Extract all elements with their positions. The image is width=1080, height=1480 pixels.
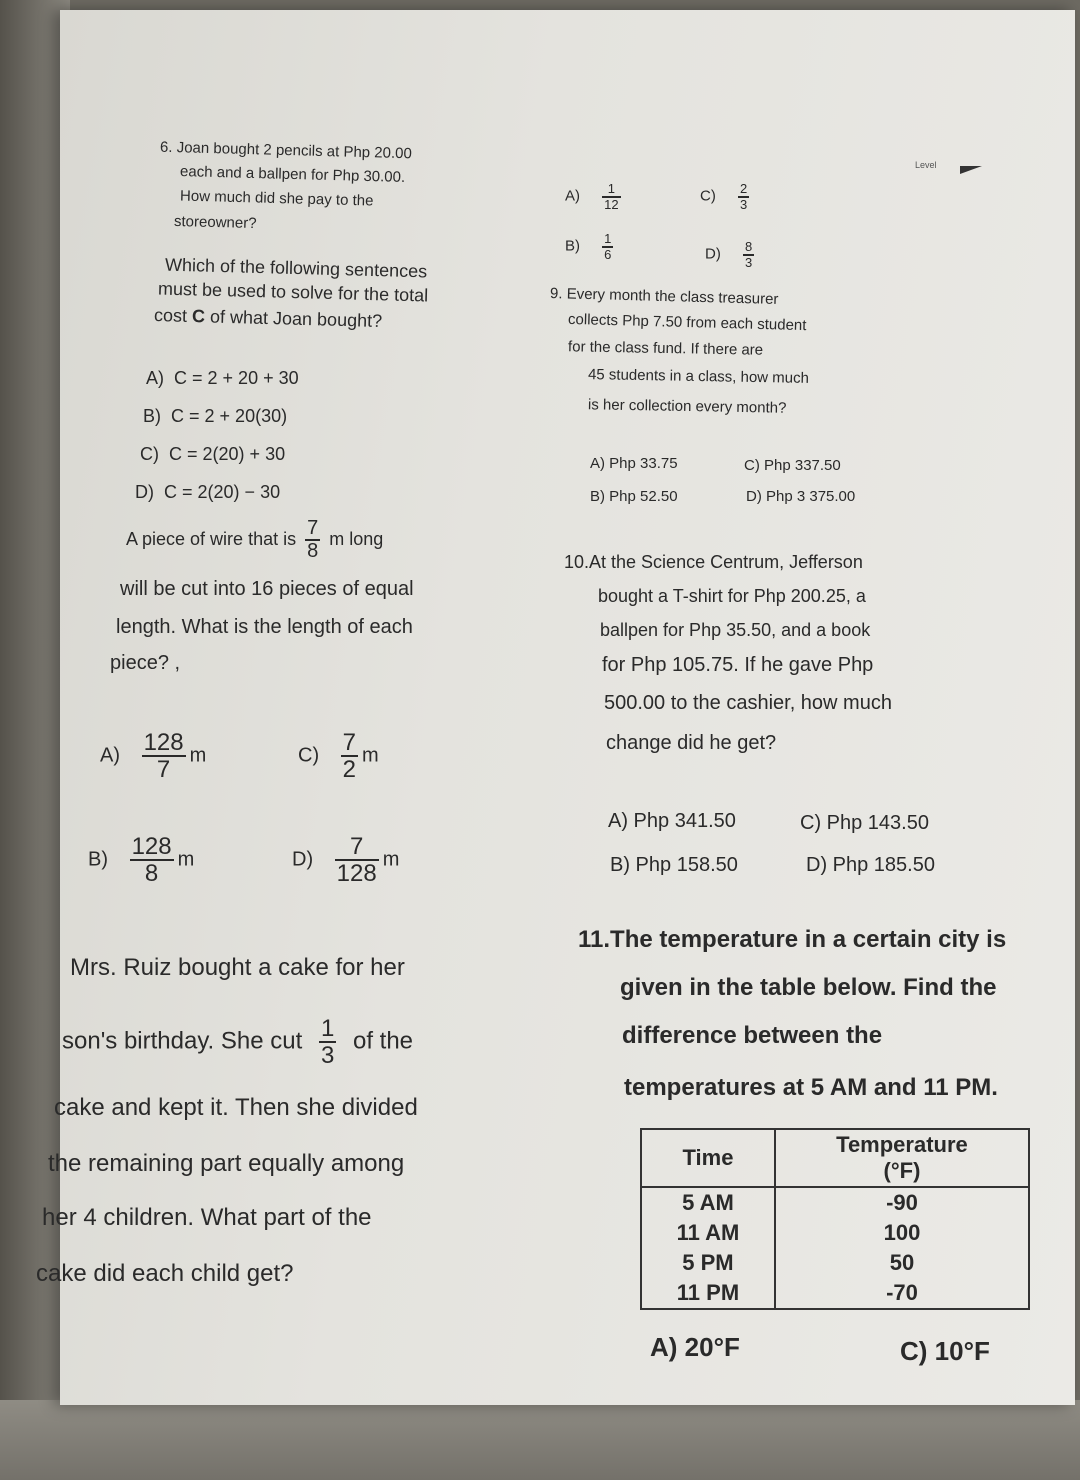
q6-line3: How much did she pay to the	[179, 187, 374, 210]
q11-option-a: A) 20°F	[650, 1332, 740, 1362]
table-header-row	[641, 1129, 1029, 1187]
time-cell: 11 AM	[641, 1218, 775, 1248]
q10-option-d: D) Php 185.50	[806, 854, 935, 876]
table-row	[641, 1278, 1029, 1309]
q9-line1: 9. Every month the class treasurer	[549, 285, 779, 308]
q10-option-c: C) Php 143.50	[800, 812, 929, 834]
q7-option-a: A) C = 2 + 20 + 30	[146, 368, 299, 388]
header-temperature: Temperature (°F)	[775, 1129, 1029, 1187]
time-cell: 5 AM	[641, 1187, 775, 1218]
q9-line2: collects Php 7.50 from each student	[567, 310, 807, 335]
flag-icon	[960, 166, 982, 174]
q10-line1: 10.At the Science Centrum, Jefferson	[564, 552, 863, 572]
temp-cell: 100	[775, 1218, 1029, 1248]
q7-line3: cost C of what Joan bought?	[153, 305, 383, 331]
q11-line2: given in the table below. Find the	[620, 974, 997, 1001]
wire-line4: piece? ,	[110, 652, 181, 674]
cake-line6: cake did each child get?	[36, 1260, 294, 1287]
temp-cell: -90	[775, 1187, 1029, 1218]
table-row	[641, 1218, 1029, 1248]
table-row	[641, 1187, 1029, 1218]
time-cell: 11 PM	[641, 1278, 775, 1309]
wire-option-c: C) $\frac{7}{2}$ m	[298, 729, 379, 784]
cake-line2: son's birthday. She cut $\frac{1}{3}$ of the	[62, 1015, 414, 1070]
q6-line1: 6. Joan bought 2 pencils at Php 20.00	[159, 138, 413, 163]
wire-line2: will be cut into 16 pieces of equal	[120, 578, 414, 600]
q8-option-b: B) $\frac{1}{6}$	[565, 231, 612, 262]
q7-option-b: B) C = 2 + 20(30)	[143, 406, 288, 426]
q7-line1: Which of the following sentences	[164, 254, 428, 282]
cake-line4: the remaining part equally among	[48, 1150, 405, 1177]
level-label: Level	[915, 160, 937, 170]
q9-option-b: B) Php 52.50	[590, 488, 678, 505]
q6-line2: each and a ballpen for Php 30.00.	[179, 163, 406, 186]
wire-option-b: B) $\frac{128}{8}$ m	[88, 833, 195, 888]
table-surface	[0, 1400, 1080, 1480]
q9-line4: 45 students in a class, how much	[587, 366, 810, 387]
q11-line3: difference between the	[622, 1022, 883, 1049]
q10-line4: for Php 105.75. If he gave Php	[602, 654, 874, 676]
table-row	[641, 1248, 1029, 1278]
q10-line3: ballpen for Php 35.50, and a book	[600, 620, 871, 640]
q10-option-a: A) Php 341.50	[608, 810, 736, 832]
q7-option-c: C) C = 2(20) + 30	[140, 444, 286, 464]
wire-option-a: A) $\frac{128}{7}$ m	[100, 729, 207, 784]
q7-line2: must be used to solve for the total	[157, 278, 429, 306]
q8-option-a: A) $\frac{1}{12}$	[565, 181, 619, 212]
cake-line5: her 4 children. What part of the	[42, 1204, 372, 1231]
q10-line5: 500.00 to the cashier, how much	[604, 692, 892, 714]
header-time: Time	[641, 1129, 775, 1187]
temp-cell: -70	[775, 1278, 1029, 1309]
q8-option-d: D) $\frac{8}{3}$	[705, 239, 753, 270]
wire-option-d: D) $\frac{7}{128}$ m	[292, 833, 400, 888]
cake-line1: Mrs. Ruiz bought a cake for her	[70, 954, 405, 981]
q9-option-d: D) Php 3 375.00	[746, 488, 856, 505]
temperature-table	[640, 1128, 1030, 1310]
q8-option-c: C) $\frac{2}{3}$	[700, 181, 748, 212]
q9-option-a: A) Php 33.75	[590, 455, 678, 472]
cake-line3: cake and kept it. Then she divided	[54, 1094, 418, 1121]
q7-option-d: D) C = 2(20) − 30	[135, 482, 281, 502]
time-cell: 5 PM	[641, 1248, 775, 1278]
q11-line1: 11.The temperature in a certain city is	[578, 926, 1007, 953]
q10-line6: change did he get?	[606, 732, 777, 754]
q10-option-b: B) Php 158.50	[610, 854, 738, 876]
q11-line4: temperatures at 5 AM and 11 PM.	[624, 1074, 998, 1101]
q6-line4: storeowner?	[173, 212, 257, 233]
q10-line2: bought a T-shirt for Php 200.25, a	[598, 586, 866, 606]
q11-option-c: C) 10°F	[900, 1336, 990, 1366]
q9-option-c: C) Php 337.50	[744, 457, 841, 474]
wire-line3: length. What is the length of each	[116, 616, 413, 638]
temp-cell: 50	[775, 1248, 1029, 1278]
q9-line3: for the class fund. If there are	[567, 338, 764, 359]
wire-line1: A piece of wire that is $\frac{7}{8}$ m long	[126, 517, 384, 562]
q9-line5: is her collection every month?	[587, 396, 787, 417]
